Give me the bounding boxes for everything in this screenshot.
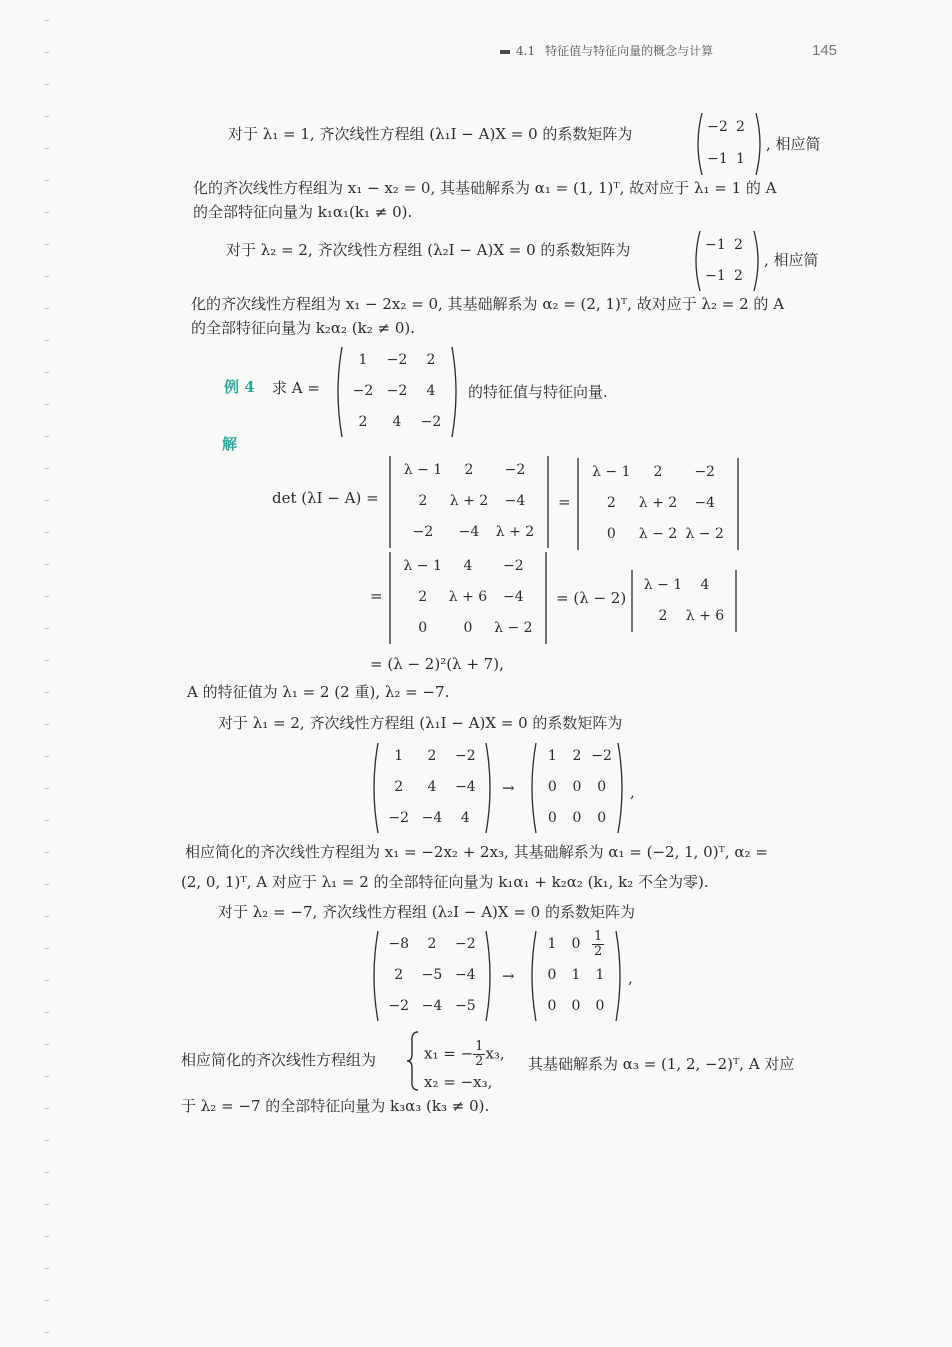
edge-tick [44,436,49,437]
matrix-cell: 2 [427,748,437,765]
edge-tick [44,564,49,565]
determinant-4 [630,570,738,632]
matrix-cell: 0 [571,936,581,953]
matrix-cell: −2 [591,748,612,765]
matrix-cell: 2 [394,779,404,795]
edge-tick [44,212,49,213]
edge-tick [44,916,49,917]
edge-tick [44,820,49,821]
system-fraction-denominator: 2 [475,1054,484,1069]
edge-tick [44,116,49,117]
result-line-1: 相应简化的齐次线性方程组为 x₁ = −2x₂ + 2x₃, 其基础解系为 α₁ = (−2, 1, 0)ᵀ, α₂ = [185,843,768,861]
matrix-cell: 1 [571,967,581,983]
matrix-cell: λ + 2 [495,523,535,540]
matrix-cell: 1 [547,936,557,953]
example-prompt: 求 A = [272,379,320,397]
text-line-2: 化的齐次线性方程组为 x₁ − x₂ = 0, 其基础解系为 α₁ = (1, 1)ᵀ, 故对应于 λ₁ = 1 的 A [193,179,777,197]
final-line: 于 λ₂ = −7 的全部特征向量为 k₃α₃ (k₃ ≠ 0). [181,1097,490,1115]
fraction-numerator: 1 [594,929,603,944]
edge-tick [44,788,49,789]
matrix-cell: 0 [547,997,557,1014]
edge-tick [44,724,49,725]
edge-tick [44,20,49,21]
matrix-cell: λ − 1 [403,558,442,575]
matrix-cell: λ + 2 [638,495,678,511]
edge-tick [44,404,49,405]
matrix-cell: 2 [734,236,743,253]
system-fraction-numerator: 1 [475,1039,484,1054]
matrix-cell: 1 [547,748,557,765]
matrix-cell: −5 [455,997,476,1014]
edge-tick [44,628,49,629]
section-number: 4.1 [516,44,536,58]
matrix-cell: λ − 1 [592,464,631,481]
edge-tick [44,1332,49,1333]
result-line-2: (2, 0, 1)ᵀ, A 对应于 λ₁ = 2 的全部特征向量为 k₁α₁ + k₂α₂ (k₁, k₂ 不全为零). [181,873,709,891]
system-basis: 其基础解系为 α₃ = (1, 2, −2)ᵀ, A 对应 [528,1055,795,1073]
matrix-cell: −1 [705,236,726,253]
matrix-cell: 2 [427,936,437,953]
text-line-3: 的全部特征向量为 k₁α₁(k₁ ≠ 0). [193,203,413,221]
matrix-cell: −2 [504,462,526,479]
comma-1: , [630,783,635,801]
case-1-intro: 对于 λ₁ = 2, 齐次线性方程组 (λ₁I − A)X = 0 的系数矩阵为 [218,714,623,732]
matrix-cell: 2 [606,495,616,511]
edge-tick [44,340,49,341]
matrix-cell: −2 [386,383,408,399]
example-label: 例 4 [224,378,255,396]
system-eq-2: x₂ = −x₃, [424,1073,493,1091]
matrix-cell: λ − 2 [494,619,533,636]
matrix-m2 [692,230,762,292]
edge-tick [44,1300,49,1301]
matrix-cell: 0 [418,619,428,636]
matrix-cell: −2 [352,383,374,399]
edge-tick [44,84,49,85]
edge-tick [44,660,49,661]
determinant-3 [388,552,548,644]
matrix-cell: 2 [358,413,368,430]
edge-tick [44,1108,49,1109]
matrix-cell: 0 [547,967,557,983]
matrix-c2 [528,930,624,1022]
matrix-cell: λ − 2 [638,525,678,542]
matrix-cell: λ − 1 [643,576,683,593]
system-eq-1-lhs: x₁ = − [424,1044,474,1063]
edge-tick [44,1204,49,1205]
matrix-cell: −2 [420,413,442,430]
edge-tick [44,980,49,981]
matrix-cell: −2 [503,558,524,575]
edge-tick [44,596,49,597]
matrix-cell: −4 [458,523,480,540]
equals-2: = [370,587,383,605]
edge-tick [44,372,49,373]
equals-1: = [558,493,571,511]
matrix-cell: −2 [707,119,728,135]
matrix-cell: 2 [418,589,428,605]
edge-tick [44,884,49,885]
matrix-cell: −4 [503,589,524,605]
matrix-cell: λ − 2 [685,525,724,542]
matrix-cell: −2 [388,997,409,1014]
matrix-cell: 4 [460,809,470,826]
matrix-cell: 4 [463,558,473,575]
matrix-cell: 4 [427,779,437,795]
edge-tick [44,1140,49,1141]
matrix-cell: 0 [572,809,582,826]
matrix-cell: 2 [736,119,745,135]
arrow-2: → [502,967,515,985]
det-lhs: det (λI − A) = [272,489,379,507]
matrix-cell: −4 [421,809,443,826]
matrix-cell: 4 [426,383,436,399]
matrix-cell: −5 [421,967,443,983]
eigenvalues-line: A 的特征值为 λ₁ = 2 (2 重), λ₂ = −7. [187,683,450,701]
text-line-6: 的全部特征向量为 k₂α₂ (k₂ ≠ 0). [191,319,416,337]
matrix-cell: −2 [412,523,434,540]
matrix-cell: 2 [426,352,436,369]
matrix-cell: λ + 6 [448,589,488,605]
edge-tick [44,500,49,501]
matrix-cell: 1 [736,151,745,167]
matrix-cell: 2 [464,462,474,479]
edge-tick [44,148,49,149]
edge-tick [44,244,49,245]
text-line-5: 化的齐次线性方程组为 x₁ − 2x₂ = 0, 其基础解系为 α₂ = (2, 1)ᵀ, 故对应于 λ₂ = 2 的 A [191,295,785,313]
edge-tick [44,1236,49,1237]
matrix-cell: 0 [595,997,605,1014]
fraction-denominator: 2 [594,944,603,959]
matrix-cell: 2 [734,267,743,284]
matrix-b1 [370,742,494,834]
edge-tick [44,1172,49,1173]
matrix-cell: λ − 1 [403,462,443,479]
factor-lambda-minus-2: = (λ − 2) [556,589,627,607]
matrix-cell: 0 [597,809,607,826]
matrix-cell: −2 [455,748,476,765]
matrix-cell: −4 [455,967,476,983]
matrix-cell: −4 [421,997,443,1014]
det-result: = (λ − 2)²(λ + 7), [370,655,504,673]
matrix-cell: 1 [394,748,404,765]
determinant-1 [388,456,550,548]
edge-tick [44,756,49,757]
running-header [500,42,713,59]
system-intro: 相应简化的齐次线性方程组为 [181,1051,377,1069]
matrix-cell: 2 [418,493,428,509]
section-title: 特征值与特征向量的概念与计算 [545,44,714,58]
matrix-cell: 0 [547,779,557,795]
header-bar [500,50,510,54]
matrix-cell: 0 [597,779,607,795]
matrix-cell: 1 [358,352,368,369]
page-number: 145 [812,42,838,59]
matrix-cell: 0 [606,525,616,542]
system-brace [406,1030,420,1092]
edge-tick [44,1268,49,1269]
matrix-cell: −2 [694,464,715,481]
matrix-cell: 0 [547,809,557,826]
edge-tick [44,1076,49,1077]
matrix-cell: 2 [572,748,582,765]
matrix-cell: 0 [572,779,582,795]
matrix-cell: 2 [653,464,663,481]
matrix-cell: −2 [455,936,476,953]
determinant-2 [576,458,740,550]
matrix-cell: λ + 6 [685,607,725,624]
edge-tick [44,1044,49,1045]
matrix-cell: −2 [386,352,408,369]
matrix-A [334,346,460,438]
matrix-cell: 1 [595,967,605,983]
edge-tick [44,532,49,533]
matrix-cell: −4 [694,495,715,511]
edge-tick [44,308,49,309]
matrix-cell: −1 [705,267,726,284]
solution-label: 解 [222,435,238,453]
edge-tick [44,1012,49,1013]
edge-tick [44,180,49,181]
edge-tick [44,52,49,53]
binding-edge [44,0,50,1347]
comma-2: , [628,969,633,987]
matrix-cell: 2 [394,967,404,983]
matrix-cell: −4 [504,493,526,509]
matrix-cell: 0 [463,619,473,636]
edge-tick [44,692,49,693]
fraction-one-half [592,930,604,959]
matrix-m1 [694,112,764,176]
matrix-cell: −8 [388,936,409,953]
matrix-cell: −2 [388,809,409,826]
edge-tick [44,468,49,469]
edge-tick [44,276,49,277]
system-fraction [473,1040,485,1069]
text-line-4b: , 相应简 [764,251,819,269]
matrix-cell: 4 [700,576,710,593]
edge-tick [44,852,49,853]
matrix-cell: 4 [392,413,402,430]
system-eq-1 [424,1040,505,1069]
text-line-1b: , 相应简 [766,135,821,153]
matrix-c1 [370,930,494,1022]
matrix-cell: λ + 2 [449,493,489,509]
example-task: 的特征值与特征向量. [468,383,608,401]
matrix-cell: 0 [571,997,581,1014]
case-2-intro: 对于 λ₂ = −7, 齐次线性方程组 (λ₂I − A)X = 0 的系数矩阵为 [218,903,635,921]
matrix-b2 [528,742,626,834]
matrix-cell: −4 [455,779,476,795]
edge-tick [44,948,49,949]
matrix-cell: 2 [658,607,668,624]
arrow-1: → [502,779,515,797]
system-eq-1-rhs: x₃, [485,1044,505,1063]
text-line-4a: 对于 λ₂ = 2, 齐次线性方程组 (λ₂I − A)X = 0 的系数矩阵为 [226,241,631,259]
text-line-1a: 对于 λ₁ = 1, 齐次线性方程组 (λ₁I − A)X = 0 的系数矩阵为 [228,125,633,143]
matrix-cell: −1 [707,151,728,167]
